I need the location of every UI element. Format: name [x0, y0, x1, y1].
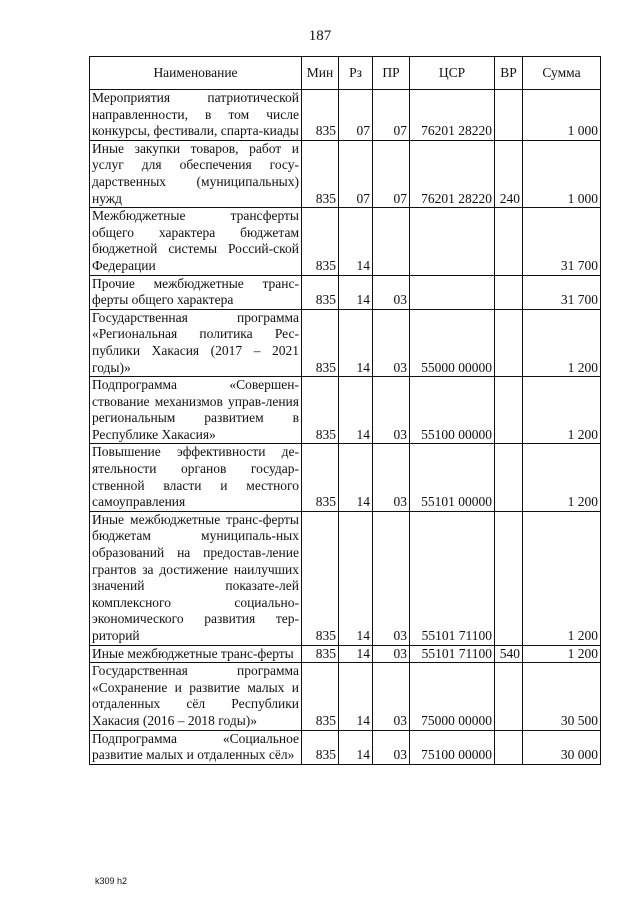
row-min: 835 — [302, 663, 339, 730]
row-name: Подпрограмма «Совершен-ствование механизмов управ-ления региональным развитием в Республике Хакасия» — [90, 377, 302, 444]
row-sum: 1 200 — [523, 309, 601, 376]
row-vr — [495, 663, 523, 730]
row-pr: 03 — [373, 730, 410, 764]
row-vr — [495, 511, 523, 645]
row-rz: 14 — [339, 511, 373, 645]
row-rz: 14 — [339, 663, 373, 730]
table-row — [90, 90, 601, 141]
row-min: 835 — [302, 140, 339, 207]
row-rz: 14 — [339, 444, 373, 511]
row-min: 835 — [302, 645, 339, 663]
footer-code: k309 h2 — [95, 876, 128, 886]
row-csr: 75100 00000 — [410, 730, 495, 764]
header-vr: ВР — [495, 57, 523, 90]
row-vr — [495, 444, 523, 511]
row-vr — [495, 377, 523, 444]
row-pr: 03 — [373, 275, 410, 309]
row-pr: 03 — [373, 309, 410, 376]
row-sum: 1 200 — [523, 511, 601, 645]
row-sum: 31 700 — [523, 208, 601, 275]
row-name: Подпрограмма «Социальное развитие малых и отдаленных сёл» — [90, 730, 302, 764]
row-rz: 14 — [339, 730, 373, 764]
row-rz: 14 — [339, 208, 373, 275]
table-row — [90, 208, 601, 275]
row-name: Иные межбюджетные транс-ферты — [90, 645, 302, 663]
table-row — [90, 511, 601, 645]
row-sum: 31 700 — [523, 275, 601, 309]
budget-table — [89, 56, 601, 765]
table-row — [90, 309, 601, 376]
table-row — [90, 645, 601, 663]
row-csr: 76201 28220 — [410, 140, 495, 207]
table-header-row — [90, 57, 601, 90]
row-sum: 1 000 — [523, 90, 601, 141]
header-min: Мин — [302, 57, 339, 90]
row-name: Межбюджетные трансферты общего характера бюджетам бюджетной системы Россий-ской Федерации — [90, 208, 302, 275]
row-csr: 75000 00000 — [410, 663, 495, 730]
row-rz: 14 — [339, 377, 373, 444]
row-name: Иные закупки товаров, работ и услуг для обеспечения госу-дарственных (муниципальных) нужд — [90, 140, 302, 207]
row-vr — [495, 90, 523, 141]
row-pr: 03 — [373, 645, 410, 663]
row-name: Повышение эффективности де-ятельности органов государ-ственной власти и местного самоуправления — [90, 444, 302, 511]
table-row — [90, 140, 601, 207]
row-min: 835 — [302, 208, 339, 275]
row-pr: 03 — [373, 511, 410, 645]
row-csr — [410, 275, 495, 309]
row-sum: 30 500 — [523, 663, 601, 730]
row-csr: 55100 00000 — [410, 377, 495, 444]
row-name: Государственная программа «Сохранение и развитие малых и отдаленных сёл Республики Хакасия (2016 – 2018 годы)» — [90, 663, 302, 730]
table-row — [90, 444, 601, 511]
row-min: 835 — [302, 730, 339, 764]
row-rz: 14 — [339, 275, 373, 309]
row-name: Иные межбюджетные транс-ферты бюджетам муниципаль-ных образований на предостав-ление грантов за достижение наилучших значений показате-лей комплексного социально-экономического развития тер-риторий — [90, 511, 302, 645]
row-name: Государственная программа «Региональная политика Рес-публики Хакасия (2017 – 2021 годы)» — [90, 309, 302, 376]
header-rz: Рз — [339, 57, 373, 90]
row-vr: 240 — [495, 140, 523, 207]
row-rz: 14 — [339, 645, 373, 663]
header-sum: Сумма — [523, 57, 601, 90]
row-sum: 30 000 — [523, 730, 601, 764]
row-min: 835 — [302, 377, 339, 444]
row-min: 835 — [302, 309, 339, 376]
row-min: 835 — [302, 90, 339, 141]
header-name: Наименование — [90, 57, 302, 90]
row-name: Прочие межбюджетные транс-ферты общего характера — [90, 275, 302, 309]
table-row — [90, 377, 601, 444]
row-csr: 55000 00000 — [410, 309, 495, 376]
row-sum: 1 200 — [523, 645, 601, 663]
row-pr: 07 — [373, 90, 410, 141]
row-pr — [373, 208, 410, 275]
row-csr: 55101 71100 — [410, 511, 495, 645]
row-min: 835 — [302, 444, 339, 511]
row-csr: 55101 00000 — [410, 444, 495, 511]
row-name: Мероприятия патриотической направленности, в том числе конкурсы, фестивали, спарта-киады — [90, 90, 302, 141]
row-rz: 14 — [339, 309, 373, 376]
table-row — [90, 275, 601, 309]
row-pr: 03 — [373, 377, 410, 444]
row-csr: 76201 28220 — [410, 90, 495, 141]
table-row — [90, 663, 601, 730]
row-vr — [495, 730, 523, 764]
row-vr — [495, 309, 523, 376]
row-pr: 03 — [373, 444, 410, 511]
row-rz: 07 — [339, 140, 373, 207]
row-rz: 07 — [339, 90, 373, 141]
row-pr: 07 — [373, 140, 410, 207]
header-pr: ПР — [373, 57, 410, 90]
row-vr: 540 — [495, 645, 523, 663]
row-vr — [495, 208, 523, 275]
row-pr: 03 — [373, 663, 410, 730]
page-number: 187 — [308, 28, 332, 44]
header-csr: ЦСР — [410, 57, 495, 90]
row-csr: 55101 71100 — [410, 645, 495, 663]
table-row — [90, 730, 601, 764]
row-min: 835 — [302, 275, 339, 309]
row-min: 835 — [302, 511, 339, 645]
row-sum: 1 200 — [523, 377, 601, 444]
row-sum: 1 200 — [523, 444, 601, 511]
row-csr — [410, 208, 495, 275]
row-vr — [495, 275, 523, 309]
row-sum: 1 000 — [523, 140, 601, 207]
